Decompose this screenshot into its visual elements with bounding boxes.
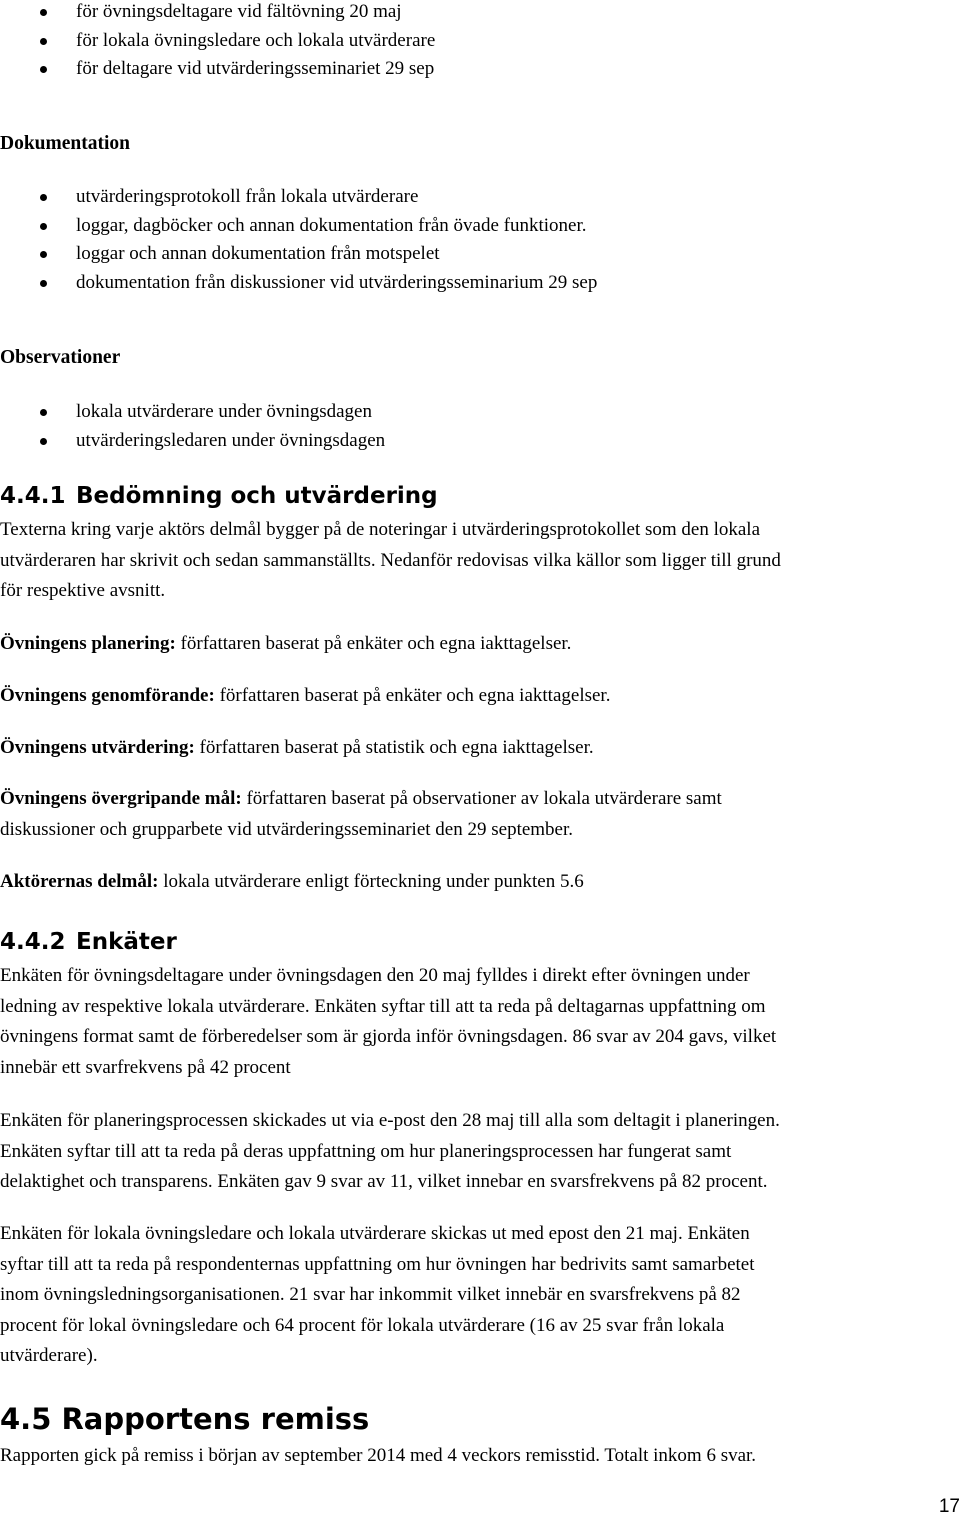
source-genomforande — [0, 681, 960, 712]
paragraph-line: Enkäten för lokala övningsledare och lokala utvärderare skickas ut med epost den 21 maj. Enkäten — [0, 1223, 750, 1244]
enkat-paragraph-3 — [0, 1219, 960, 1372]
enkat-paragraph-2 — [0, 1106, 960, 1198]
source-label: Övningens övergripande mål: — [0, 788, 242, 809]
list-item: loggar och annan dokumentation från motspelet — [0, 240, 960, 269]
source-utvardering — [0, 733, 960, 764]
paragraph-line: delaktighet och transparens. Enkäten gav 9 svar av 11, vilket innebar en svarsfrekvens på 82 procent. — [0, 1171, 768, 1193]
list-item: för lokala övningsledare och lokala utvärderare — [0, 27, 960, 56]
list-item: dokumentation från diskussioner vid utvärderingsseminarium 29 sep — [0, 269, 960, 298]
paragraph-line: övningens format samt de förberedelser som är gjorda inför övningsdagen. 86 svar av 204 gavs, vilket — [0, 1026, 777, 1048]
participant-list — [0, 0, 960, 84]
paragraph-line — [0, 784, 960, 815]
section-heading-4-4-2 — [0, 927, 960, 957]
source-text: författaren baserat på observationer av lokala utvärderare samt — [241, 788, 722, 809]
source-overgripande — [0, 784, 960, 845]
enkat-paragraph-1 — [0, 961, 960, 1083]
list-item: för deltagare vid utvärderingsseminariet 29 sep — [0, 55, 960, 84]
paragraph-line: Texterna kring varje aktörs delmål bygger på de noteringar i utvärderingsprotokollet som den lokala — [0, 519, 761, 540]
list-item: lokala utvärderare under övningsdagen — [0, 398, 960, 427]
source-delmal — [0, 867, 960, 898]
remiss-paragraph: Rapporten gick på remiss i början av september 2014 med 4 veckors remisstid. Totalt inkom 6 svar. — [0, 1445, 757, 1466]
source-text: lokala utvärderare enligt förteckning under punkten 5.6 — [158, 871, 584, 892]
source-planering — [0, 629, 960, 660]
dokumentation-heading: Dokumentation — [0, 133, 131, 154]
section-heading-4-5: 4.5 Rapportens remiss — [0, 1402, 370, 1436]
section-title: Enkäter — [76, 929, 177, 955]
paragraph-line: Enkäten syftar till att ta reda på deras uppfattning om hur planeringsprocessen har fungerat samt — [0, 1140, 732, 1162]
list-item: utvärderingsprotokoll från lokala utvärderare — [0, 183, 960, 212]
source-label: Övningens utvärdering: — [0, 737, 195, 758]
paragraph-line: Enkäten för övningsdeltagare under övningsdagen den 20 maj fylldes i direkt efter övningen under — [0, 965, 750, 986]
paragraph-line: innebär ett svarfrekvens på 42 procent — [0, 1056, 291, 1078]
source-text: författaren baserat på enkäter och egna iakttagelser. — [214, 685, 611, 706]
section-intro — [0, 515, 960, 607]
page-number: 17 — [938, 1496, 960, 1517]
paragraph-line: utvärderare). — [0, 1345, 98, 1367]
paragraph-line: syftar till att ta reda på respondenternas uppfattning om hur övningen har bedrivits samt samarbetet — [0, 1253, 755, 1275]
paragraph-line: för respektive avsnitt. — [0, 580, 166, 602]
dokumentation-list — [0, 183, 960, 297]
source-label: Aktörernas delmål: — [0, 871, 159, 892]
source-text: författaren baserat på statistik och egna iakttagelser. — [194, 737, 594, 758]
section-heading-4-4-1 — [0, 481, 960, 511]
section-number: 4.4.1 — [0, 483, 66, 509]
list-item: loggar, dagböcker och annan dokumentation från övade funktioner. — [0, 212, 960, 241]
source-label: Övningens genomförande: — [0, 685, 215, 706]
source-text: författaren baserat på enkäter och egna iakttagelser. — [175, 633, 572, 654]
list-item: för övningsdeltagare vid fältövning 20 maj — [0, 0, 960, 27]
paragraph-line: diskussioner och grupparbete vid utvärderingsseminariet den 29 september. — [0, 818, 574, 840]
source-label: Övningens planering: — [0, 633, 176, 654]
paragraph-line: inom övningsledningsorganisationen. 21 svar har inkommit vilket innebär en svarsfrekvens på 82 — [0, 1284, 741, 1306]
paragraph-line: procent för lokal övningsledare och 64 procent för lokala utvärderare (16 av 25 svar från lokala — [0, 1314, 725, 1336]
section-title: Bedömning och utvärdering — [76, 483, 438, 509]
paragraph-line: utvärderaren har skrivit och sedan sammanställts. Nedanför redovisas vilka källor som ligger till grund — [0, 549, 781, 571]
paragraph-line: Enkäten för planeringsprocessen skickades ut via e-post den 28 maj till alla som deltagit i planeringen. — [0, 1110, 780, 1131]
section-number: 4.4.2 — [0, 929, 66, 955]
observationer-list — [0, 398, 960, 455]
observationer-heading: Observationer — [0, 347, 121, 368]
paragraph-line: ledning av respektive lokala utvärderare. Enkäten syftar till att ta reda på deltagarnas uppfattning om — [0, 995, 766, 1017]
list-item: utvärderingsledaren under övningsdagen — [0, 427, 960, 456]
